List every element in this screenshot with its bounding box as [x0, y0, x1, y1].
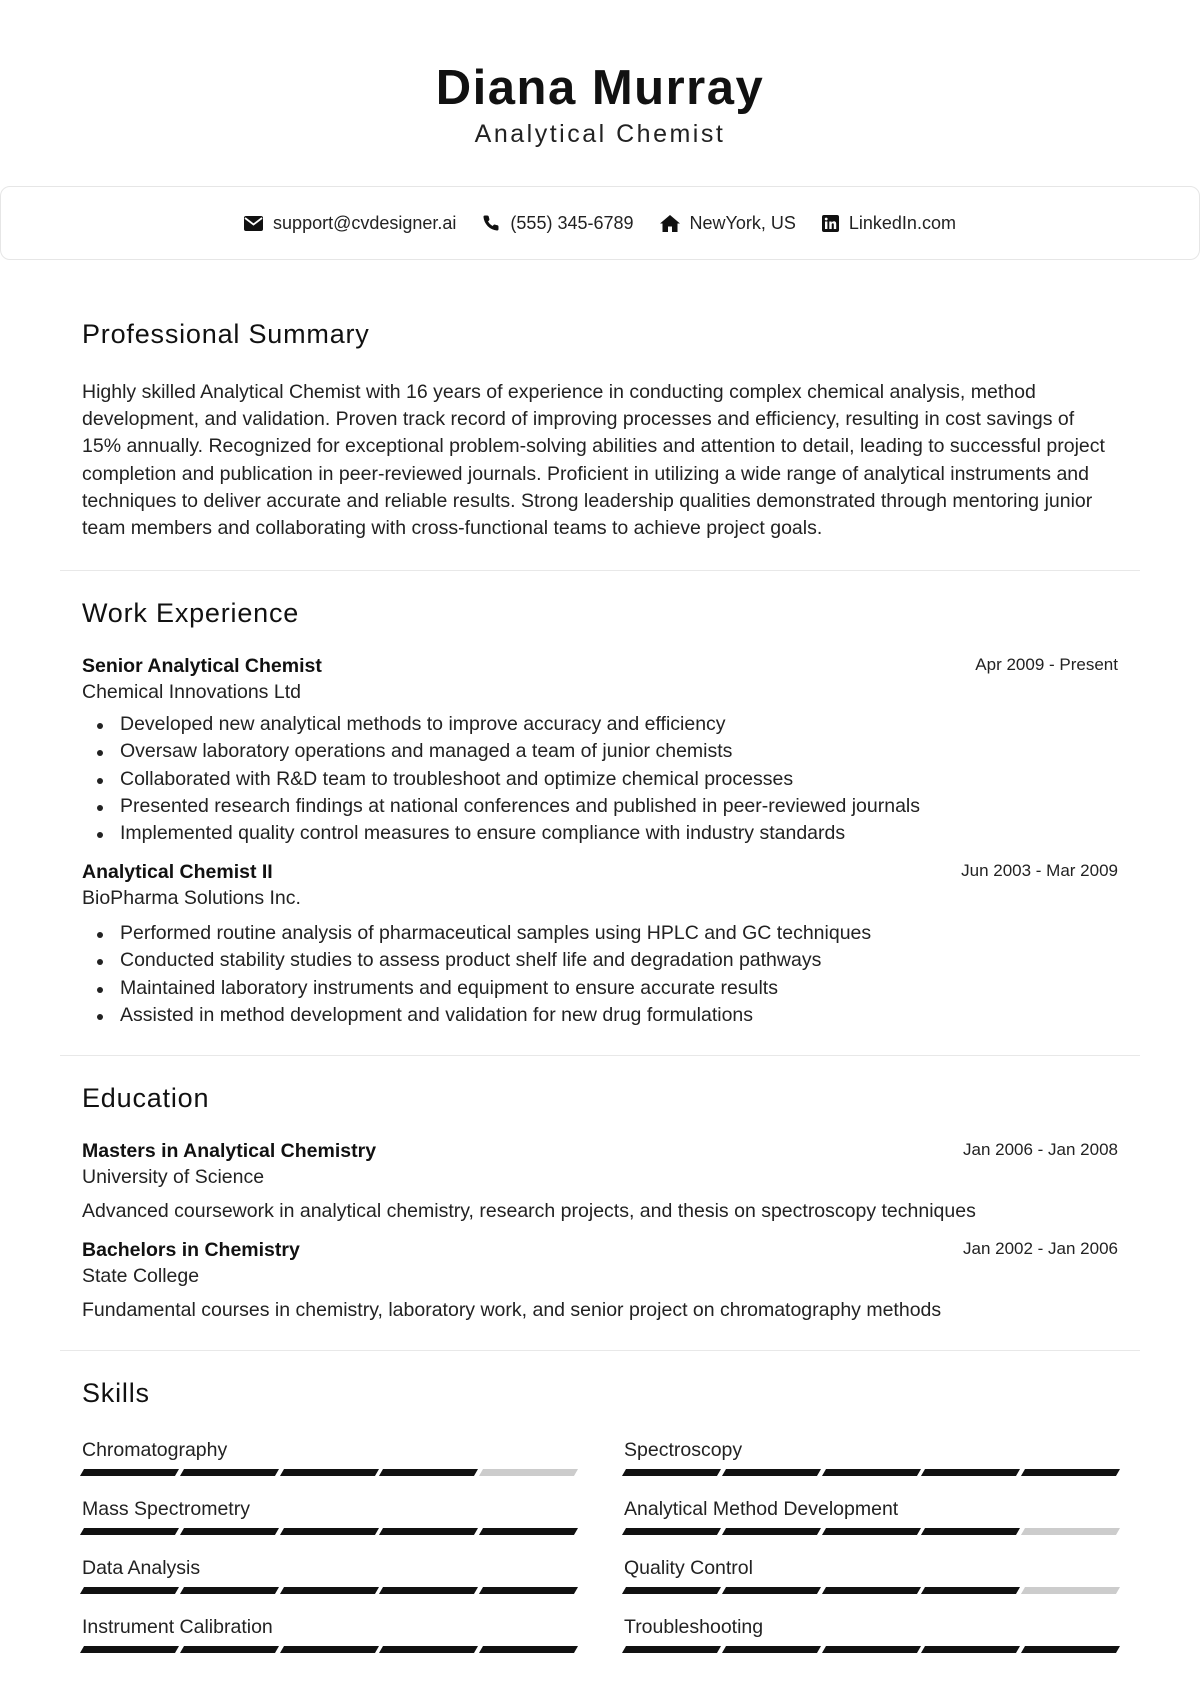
skills-grid: [82, 1437, 1118, 1653]
skill-level-segment-filled: [280, 1528, 379, 1535]
skill-item: [82, 1437, 576, 1476]
skill-level-segment-filled: [722, 1528, 821, 1535]
skill-level-segment-filled: [180, 1587, 279, 1594]
bullet-item: Implemented quality control measures to ensure compliance with industry standards: [82, 820, 1118, 847]
skill-level-bar: [82, 1646, 576, 1653]
skill-level-segment-filled: [180, 1646, 279, 1653]
skill-level-bar: [82, 1587, 576, 1594]
skill-name: Quality Control: [624, 1557, 753, 1580]
skill-level-bar: [82, 1469, 576, 1476]
job-entry: [82, 653, 1118, 847]
education-section: [60, 1056, 1140, 1350]
skill-level-segment-filled: [622, 1646, 721, 1653]
education-heading: Education: [82, 1083, 210, 1114]
skill-level-segment-filled: [379, 1528, 478, 1535]
contact-location: [660, 213, 796, 234]
job-title: Senior Analytical Chemist: [82, 655, 322, 678]
bullet-item: Presented research findings at national conferences and published in peer-reviewed journals: [82, 793, 1118, 820]
contact-bar: [0, 186, 1200, 260]
skill-level-bar: [624, 1587, 1118, 1594]
degree-title: Masters in Analytical Chemistry: [82, 1140, 377, 1163]
skill-level-segment-empty: [1021, 1587, 1120, 1594]
skill-level-segment-filled: [822, 1528, 921, 1535]
skill-level-segment-filled: [622, 1469, 721, 1476]
summary-heading: Professional Summary: [82, 319, 370, 349]
skill-name: Data Analysis: [82, 1557, 201, 1580]
skill-level-segment-filled: [722, 1587, 821, 1594]
resume-header: [0, 0, 1200, 150]
job-dates: Apr 2009 - Present: [975, 655, 1118, 675]
phone-text: (555) 345-6789: [510, 212, 634, 233]
skill-name: Instrument Calibration: [82, 1616, 273, 1639]
skill-level-segment-filled: [479, 1587, 578, 1594]
skills-section: [60, 1351, 1140, 1653]
skill-level-segment-filled: [822, 1469, 921, 1476]
education-dates: Jan 2002 - Jan 2006: [962, 1239, 1118, 1259]
bullet-item: Collaborated with R&D team to troubleshoot and optimize chemical processes: [82, 766, 1118, 793]
skill-level-segment-filled: [180, 1528, 279, 1535]
skill-level-segment-filled: [822, 1587, 921, 1594]
skill-item: [82, 1614, 576, 1653]
skill-item: [624, 1555, 1118, 1594]
skill-level-segment-filled: [280, 1469, 379, 1476]
education-description: Advanced coursework in analytical chemistry, research projects, and thesis on spectroscopy techniques: [82, 1200, 976, 1223]
education-entry: [82, 1138, 1118, 1225]
job-title: Analytical Chemist: [474, 120, 726, 148]
bullet-item: Oversaw laboratory operations and managed a team of junior chemists: [82, 738, 1118, 765]
skill-name: Troubleshooting: [624, 1616, 764, 1639]
job-dates: Jun 2003 - Mar 2009: [961, 861, 1118, 881]
skill-level-segment-filled: [622, 1528, 721, 1535]
skill-level-segment-filled: [921, 1587, 1020, 1594]
school-name: University of Science: [82, 1166, 265, 1189]
envelope-icon: [244, 216, 263, 231]
bullet-item: Performed routine analysis of pharmaceutical samples using HPLC and GC techniques: [82, 920, 1118, 947]
location-text: NewYork, US: [689, 212, 796, 233]
skill-name: Chromatography: [82, 1439, 228, 1462]
skill-item: [82, 1496, 576, 1535]
experience-heading: Work Experience: [82, 598, 300, 629]
skill-level-segment-filled: [80, 1469, 179, 1476]
skill-level-segment-filled: [80, 1587, 179, 1594]
skill-level-segment-filled: [379, 1469, 478, 1476]
skills-heading: Skills: [82, 1378, 150, 1409]
education-entry: [82, 1237, 1118, 1324]
skill-level-segment-filled: [379, 1587, 478, 1594]
skill-level-segment-filled: [1021, 1646, 1120, 1653]
skill-level-segment-filled: [921, 1469, 1020, 1476]
email-text: support@cvdesigner.ai: [273, 212, 457, 233]
candidate-name: Diana Murray: [435, 61, 765, 115]
job-entry: [82, 859, 1118, 1029]
company-name: BioPharma Solutions Inc.: [82, 887, 301, 910]
phone-icon: [482, 214, 500, 232]
skill-item: [624, 1496, 1118, 1535]
skill-level-bar: [624, 1528, 1118, 1535]
skill-item: [624, 1614, 1118, 1653]
home-icon: [660, 215, 680, 232]
bullet-item: Conducted stability studies to assess product shelf life and degradation pathways: [82, 947, 1118, 974]
skill-level-bar: [82, 1528, 576, 1535]
contact-email[interactable]: [244, 213, 456, 234]
skill-level-segment-filled: [1021, 1469, 1120, 1476]
skill-level-segment-filled: [722, 1469, 821, 1476]
skill-level-segment-filled: [822, 1646, 921, 1653]
resume-body: [60, 290, 1140, 1653]
school-name: State College: [82, 1265, 200, 1288]
experience-section: [60, 571, 1140, 1055]
degree-title: Bachelors in Chemistry: [82, 1239, 300, 1262]
skill-level-segment-empty: [1021, 1528, 1120, 1535]
education-description: Fundamental courses in chemistry, laboratory work, and senior project on chromatography methods: [82, 1299, 942, 1322]
skill-level-segment-filled: [921, 1528, 1020, 1535]
skill-level-segment-filled: [280, 1646, 379, 1653]
skill-level-segment-filled: [479, 1646, 578, 1653]
skill-level-segment-filled: [379, 1646, 478, 1653]
skill-level-segment-empty: [479, 1469, 578, 1476]
linkedin-icon: [822, 215, 839, 232]
skill-name: Mass Spectrometry: [82, 1498, 250, 1521]
skill-level-segment-filled: [622, 1587, 721, 1594]
contact-phone[interactable]: [482, 213, 633, 234]
bullet-item: Developed new analytical methods to improve accuracy and efficiency: [82, 711, 1118, 738]
skill-item: [82, 1555, 576, 1594]
education-dates: Jan 2006 - Jan 2008: [962, 1140, 1118, 1160]
company-name: Chemical Innovations Ltd: [82, 681, 301, 704]
skill-level-segment-filled: [722, 1646, 821, 1653]
contact-linkedin[interactable]: [822, 213, 956, 234]
skill-level-segment-filled: [80, 1528, 179, 1535]
skill-level-segment-filled: [80, 1646, 179, 1653]
skill-name: Analytical Method Development: [624, 1498, 899, 1521]
skill-level-segment-filled: [180, 1469, 279, 1476]
skill-level-bar: [624, 1646, 1118, 1653]
job-bullets: [82, 920, 1118, 1029]
linkedin-text: LinkedIn.com: [848, 212, 956, 233]
skill-level-segment-filled: [921, 1646, 1020, 1653]
bullet-item: Assisted in method development and validation for new drug formulations: [82, 1002, 1118, 1029]
skill-level-segment-filled: [280, 1587, 379, 1594]
job-title: Analytical Chemist II: [82, 861, 273, 884]
job-bullets: [82, 711, 1118, 847]
skill-name: Spectroscopy: [624, 1439, 743, 1462]
skill-level-segment-filled: [479, 1528, 578, 1535]
bullet-item: Maintained laboratory instruments and equipment to ensure accurate results: [82, 975, 1118, 1002]
skill-item: [624, 1437, 1118, 1476]
summary-text: Highly skilled Analytical Chemist with 16 years of experience in conducting complex chemical analysis, method development, and validation. Proven track record of improving processes and efficiency, resulting in cost savings of 15% annually. Recognized for exceptional problem-solving abilities and attention to detail, leading to successful project completion and publication in peer-reviewed journals. Proficient in utilizing a wide range of analytical instruments and techniques to deliver accurate and reliable results. Strong leadership qualities demonstrated through mentoring junior team members and collaborating with cross-functional teams to achieve project goals.: [82, 381, 1105, 540]
summary-section: [60, 290, 1140, 570]
skill-level-bar: [624, 1469, 1118, 1476]
